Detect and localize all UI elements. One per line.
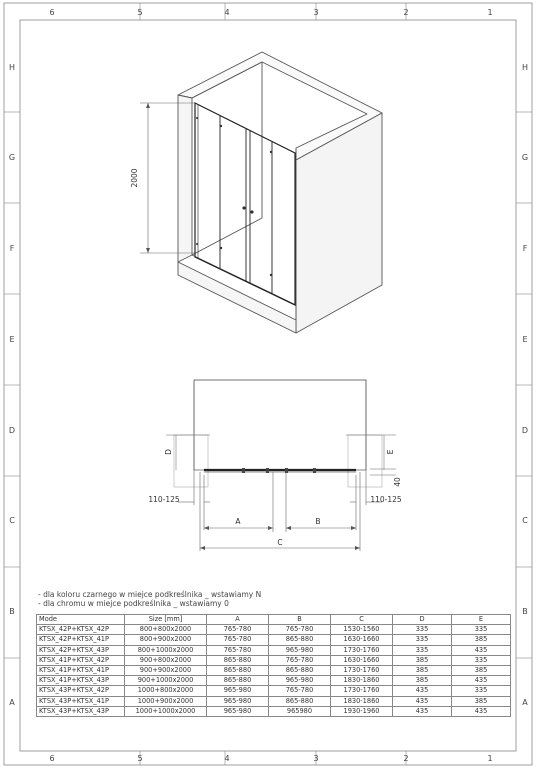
row-label-left: F [9, 244, 15, 253]
table-cell: 1000+900x2000 [125, 696, 207, 706]
note-chrome: - dla chromu w miejce podkreślnika _ wstawiamy 0 [38, 599, 229, 608]
table-cell: 385 [393, 676, 452, 686]
col-label-top: 3 [313, 8, 319, 17]
table-cell: 765-780 [207, 625, 269, 635]
dim-e-label: E [386, 449, 395, 455]
table-cell: KTSX_42P+KTSX_43P [37, 645, 125, 655]
table-cell: 1530-1560 [331, 625, 393, 635]
row-label-left: E [9, 335, 15, 344]
table-cell: 965-980 [207, 706, 269, 716]
row-label-right: C [522, 516, 528, 525]
table-header: D [393, 615, 452, 625]
table-cell: 435 [452, 706, 511, 716]
row-label-left: C [9, 516, 15, 525]
table-cell: 865-880 [207, 655, 269, 665]
table-cell: 765-780 [269, 686, 331, 696]
table-cell: KTSX_41P+KTSX_41P [37, 665, 125, 675]
table-cell: 765-780 [269, 655, 331, 665]
table-cell: 385 [393, 655, 452, 665]
row-label-right: G [521, 153, 529, 162]
table-row [37, 635, 511, 645]
table-cell: 800+1000x2000 [125, 645, 207, 655]
col-label-bottom: 4 [224, 754, 230, 763]
shower-doors [195, 103, 295, 305]
col-label-top: 5 [137, 8, 143, 17]
table-cell: 1000+800x2000 [125, 686, 207, 696]
table-cell: 765-780 [207, 645, 269, 655]
table-row [37, 706, 511, 716]
table-cell: KTSX_42P+KTSX_42P [37, 625, 125, 635]
table-cell: 435 [393, 706, 452, 716]
table-cell: 385 [452, 696, 511, 706]
table-row [37, 686, 511, 696]
table-cell: 1630-1660 [331, 655, 393, 665]
table-header: B [269, 615, 331, 625]
table-cell: 965-980 [207, 686, 269, 696]
table-cell: 1730-1760 [331, 645, 393, 655]
table-cell: KTSX_43P+KTSX_43P [37, 706, 125, 716]
table-header: E [452, 615, 511, 625]
col-label-top: 2 [403, 8, 409, 17]
door-hinges [196, 117, 272, 276]
table-cell: KTSX_43P+KTSX_41P [37, 696, 125, 706]
table-cell: 865-880 [269, 635, 331, 645]
col-label-bottom: 1 [487, 754, 493, 763]
table-header-row [37, 615, 511, 625]
height-dimension-label: 2000 [130, 168, 139, 188]
table-cell: 1730-1760 [331, 665, 393, 675]
row-label-right: F [522, 244, 528, 253]
table-cell: 865-880 [269, 696, 331, 706]
table-cell: 765-780 [207, 635, 269, 645]
table-cell: 335 [452, 625, 511, 635]
isometric-view [178, 52, 382, 333]
table-cell: 335 [452, 655, 511, 665]
note-black: - dla koloru czarnego w miejce podkreślnika _ wstawiamy N [38, 590, 262, 599]
col-label-top: 4 [224, 8, 230, 17]
table-header: C [331, 615, 393, 625]
table-cell: 1930-1960 [331, 706, 393, 716]
table-cell: 435 [452, 645, 511, 655]
table-row [37, 655, 511, 665]
row-label-right: D [521, 426, 529, 435]
table-cell: 865-880 [207, 676, 269, 686]
row-label-left: B [9, 607, 15, 616]
table-cell: 385 [452, 665, 511, 675]
table-header: A [207, 615, 269, 625]
table-cell: KTSX_41P+KTSX_43P [37, 676, 125, 686]
col-label-top: 1 [487, 8, 493, 17]
dim-b-label: B [315, 517, 321, 526]
dimensions-table [36, 614, 511, 717]
row-label-left: H [8, 63, 16, 72]
row-label-left: G [8, 153, 16, 162]
table-cell: 865-880 [269, 665, 331, 675]
col-label-top: 6 [49, 8, 55, 17]
row-label-right: E [522, 335, 528, 344]
table-cell: 965980 [269, 706, 331, 716]
table-header: Size [mm] [125, 615, 207, 625]
row-ticks [4, 112, 532, 658]
col-label-bottom: 3 [313, 754, 319, 763]
table-cell: 335 [393, 645, 452, 655]
table-row [37, 645, 511, 655]
dim-c-label: C [277, 538, 283, 547]
table-cell: KTSX_41P+KTSX_42P [37, 655, 125, 665]
table-cell: KTSX_43P+KTSX_42P [37, 686, 125, 696]
row-label-right: H [521, 63, 529, 72]
table-row [37, 625, 511, 635]
table-cell: 435 [452, 676, 511, 686]
table-cell: 385 [393, 665, 452, 675]
table-cell: 1730-1760 [331, 686, 393, 696]
dim-a-label: A [235, 517, 241, 526]
col-label-bottom: 2 [403, 754, 409, 763]
table-cell: 800+900x2000 [125, 635, 207, 645]
plan-door-rail [204, 470, 356, 472]
row-label-right: B [522, 607, 528, 616]
table-cell: 900+1000x2000 [125, 676, 207, 686]
col-label-bottom: 6 [49, 754, 55, 763]
table-cell: 1830-1860 [331, 696, 393, 706]
table-cell: 900+800x2000 [125, 655, 207, 665]
table-cell: 385 [452, 635, 511, 645]
table-cell: 1830-1860 [331, 676, 393, 686]
row-label-left: A [9, 698, 15, 707]
row-label-left: D [8, 426, 16, 435]
table-cell: KTSX_42P+KTSX_41P [37, 635, 125, 645]
dim-d-label: D [164, 449, 173, 455]
table-cell: 965-980 [269, 676, 331, 686]
table-cell: 435 [393, 696, 452, 706]
table-cell: 965-980 [207, 696, 269, 706]
table-cell: 965-980 [269, 645, 331, 655]
table-cell: 1630-1660 [331, 635, 393, 645]
table-row [37, 676, 511, 686]
offset-left-label: 110-125 [148, 495, 180, 504]
table-cell: 335 [393, 625, 452, 635]
table-cell: 335 [452, 686, 511, 696]
offset-dimensions [178, 470, 382, 530]
table-cell: 335 [393, 635, 452, 645]
table-cell: 765-780 [269, 625, 331, 635]
table-header: Mode [37, 615, 125, 625]
row-label-right: A [522, 698, 528, 707]
table-cell: 435 [393, 686, 452, 696]
table-cell: 900+900x2000 [125, 665, 207, 675]
dim-40-label: 40 [393, 477, 402, 487]
table-cell: 800+800x2000 [125, 625, 207, 635]
col-label-bottom: 5 [137, 754, 143, 763]
offset-right-label: 110-125 [370, 495, 402, 504]
table-cell: 865-880 [207, 665, 269, 675]
table-cell: 1000+1000x2000 [125, 706, 207, 716]
table-row [37, 696, 511, 706]
table-row [37, 665, 511, 675]
